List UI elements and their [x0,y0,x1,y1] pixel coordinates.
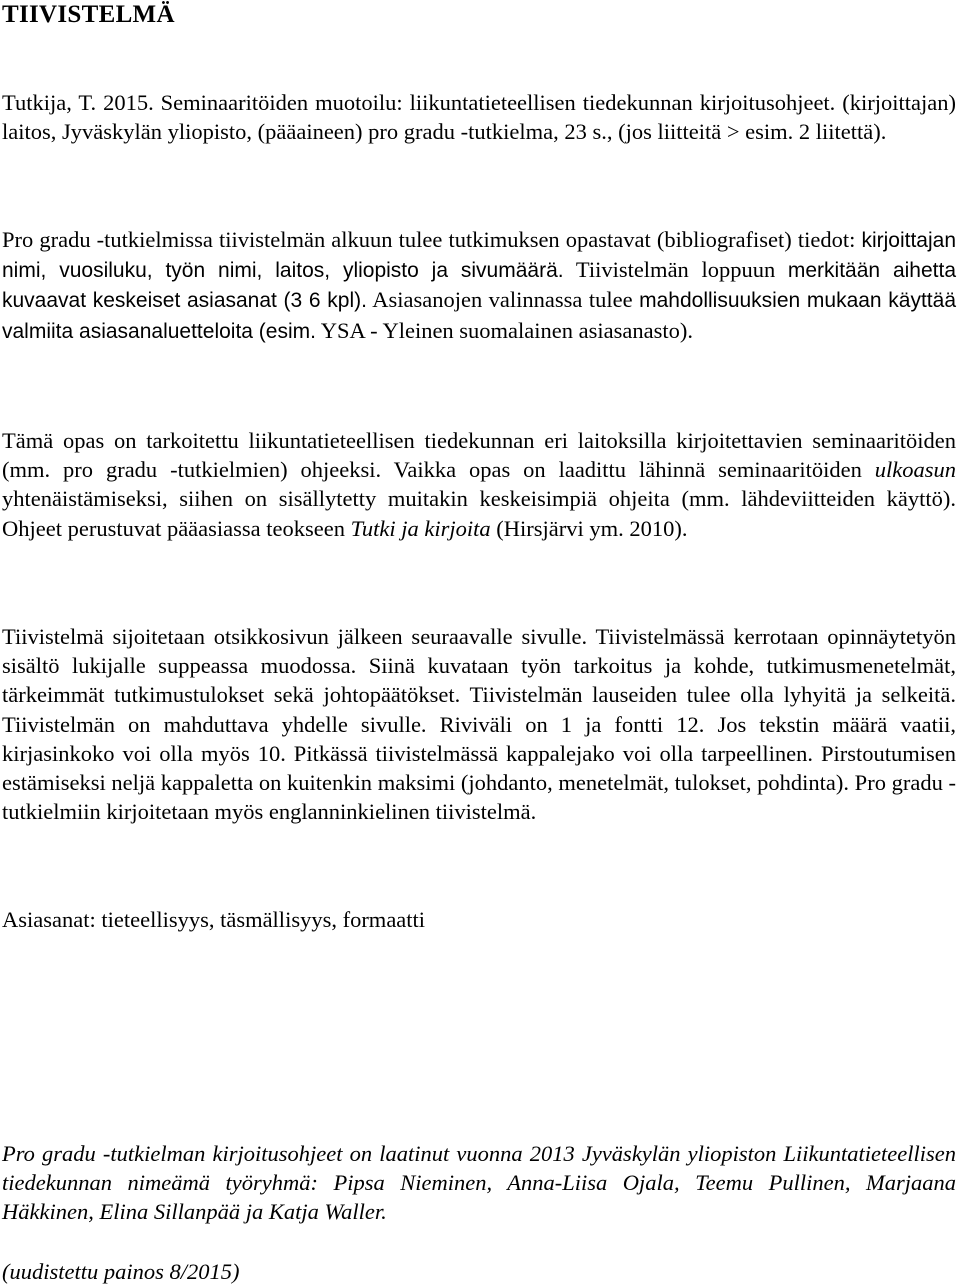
summary-paragraph: Tiivistelmä sijoitetaan otsikkosivun jälkeen seuraavalle sivulle. Tiivistelmässä kerrotaan opinnäytetyön sisältö lukijalle suppeassa muodossa. Siinä kuvataan työn tarkoitus ja kohde, tutkimusmenetelmät, tärkeimmät tutkimustulokset sekä johtopäätökset. Tiivistelmän lauseiden tulee olla lyhyitä ja selkeitä. Tiivistelmän on mahduttava yhdelle sivulle. Riviväli on 1 ja fontti 12. Jos tekstin määrä vaatii, kirjasinkoko voi olla myös 10. Pitkässä tiivistelmässä kappalejako voi olla tarpeellinen. Pirstoutumisen estämiseksi neljä kappaletta on kuitenkin maksimi (johdanto, menetelmät, tulokset, pohdinta). Pro gradu -tutkielmiin kirjoitetaan myös englanninkielinen tiivistelmä. [2,624,956,825]
pro-gradu-text-5: Asiasanojen valinnassa tulee [366,287,640,313]
pro-gradu-text-3: Tiivistelmän loppuun [563,257,788,283]
pro-gradu-text-6: mahdollisuuksien mukaan käyttää valmiita asiasanaluetteloita (esim. [2,289,956,343]
pro-gradu-text-4: merkitään aihetta kuvaavat keskeiset asiasanat (3 6 kpl). [2,259,956,313]
guide-text-2: yhtenäistämiseksi, siihen on sisällytetty muitakin keskeisimpiä ohjeita (mm. lähdeviitteiden käyttö). Ohjeet perustuvat pääasiassa teokseen [2,486,956,541]
guide-book-title: Tutki ja kirjoita [350,515,491,541]
guide-text-1: Tämä opas on tarkoitettu liikuntatieteellisen tiedekunnan eri laitoksilla kirjoitettavien seminaaritöiden (mm. pro gradu -tutkielmien) ohjeeksi. Vaikka opas on laadittu lähinnä seminaaritöiden [2,428,956,483]
pro-gradu-text-1: Pro gradu -tutkielmissa tiivistelmän alkuun tulee tutkimuksen opastavat (bibliografiset) tiedot: [2,227,862,252]
keywords-line: Asiasanat: tieteellisyys, täsmällisyys, formaatti [2,907,426,932]
pro-gradu-text-2: kirjoittajan nimi, vuosiluku, työn nimi, laitos, yliopisto ja sivumäärä. [2,229,956,283]
edition-note: (uudistettu painos 8/2015) [2,1259,240,1284]
pro-gradu-paragraph [2,225,956,346]
footer-credit: Pro gradu -tutkielman kirjoitusohjeet on laatinut vuonna 2013 Jyväskylän yliopiston Liikuntatieteellisen tiedekunnan nimeämä työryhmä: Pipsa Nieminen, Anna-Liisa Ojala, Teemu Pullinen, Marjaana Häkkinen, Elina Sillanpää ja Katja Waller. [2,1141,956,1225]
guide-text-3: (Hirsjärvi ym. 2010). [490,515,688,541]
reference-paragraph: Tutkija, T. 2015. Seminaaritöiden muotoilu: liikuntatieteellisen tiedekunnan kirjoitusohjeet. (kirjoittajan) laitos, Jyväskylän yliopisto, (pääaineen) pro gradu -tutkielma, 23 s., (jos liitteitä > esim. 2 liitettä). [2,90,956,145]
guide-emphasis-ulkoasun: ulkoasun [874,457,956,483]
pro-gradu-text-7: YSA - Yleinen suomalainen asiasanasto). [315,317,693,343]
page-title: TIIVISTELMÄ [2,1,175,28]
guide-paragraph [2,426,956,543]
